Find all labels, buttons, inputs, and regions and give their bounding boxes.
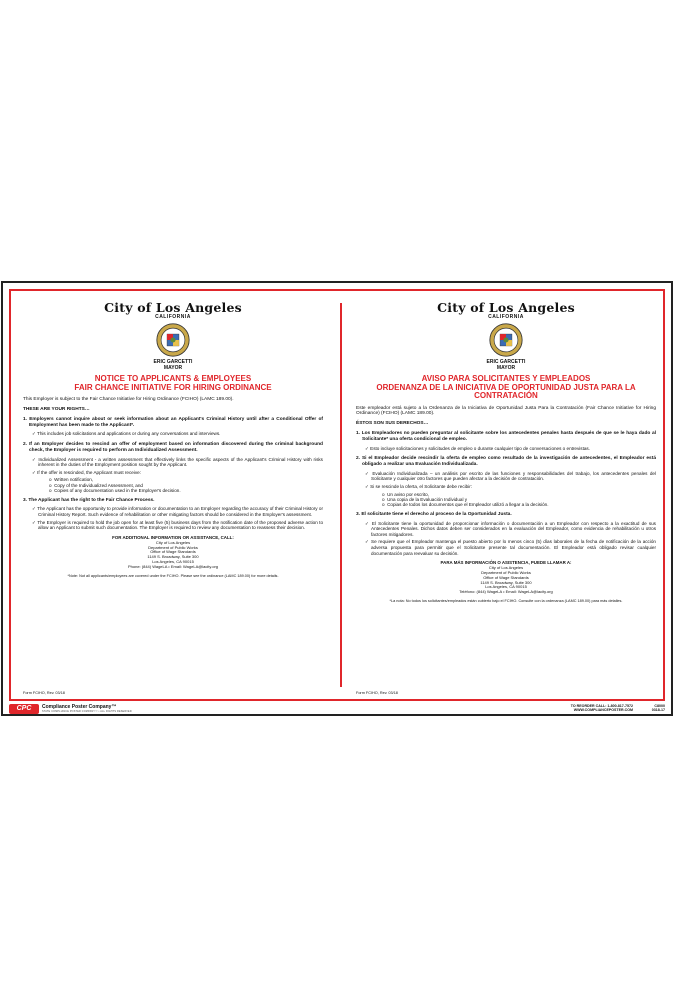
right-item-1-check: ✓ This includes job solicitations and applications or during any conversations and interviews. [32, 431, 221, 437]
state-name: CALIFORNIA [488, 314, 524, 320]
check-text: El Solicitante tiene la oportunidad de proporcionar información o documentación a un Empleador con respecto a la exactitud de sus Antecedentes Penales. Dichos datos deben ser considerados en la evaluación del Empleador, como evidencia de rehabilitación u otros factores mitigadores. [371, 520, 656, 537]
notice-title-line1: AVISO PARA SOLICITANTES Y EMPLEADOS [421, 374, 591, 383]
contact-block [23, 541, 323, 570]
notice-title-line2: FAIR CHANCE INITIATIVE FOR HIRING ORDINANCE [74, 382, 272, 392]
contact-line: Office of Wage Standards [150, 549, 196, 555]
form-number: Form FCIHO, Rev. 03/18 [23, 691, 65, 695]
check-text: The Applicant has the opportunity to provide information or documentation to an Employer regarding the accuracy of their Criminal History or Criminal History Report. Such evidence of rehabilitation or other mitigating factors should be considered in the Employer's assessment. [37, 506, 323, 517]
contact-line: Teléfono: (844) WageLA • Email: WageLA@lacity.org [459, 589, 553, 595]
notice-title-line2: ORDENANZA DE LA INICIATIVA DE OPORTUNIDAD JUSTA PARA LA CONTRATACIÓN [376, 382, 636, 400]
right-item-2: 2. Si el Empleador decide rescindir la oferta de empleo como resultado de la investigación de antecedentes, el Empleador está obligado a realizar una Evaluación Individualizada. [356, 456, 656, 468]
right-item-3: 3. The Applicant has the right to the Fair Chance Process. [23, 497, 155, 503]
notice-title-line1: NOTICE TO APPLICANTS & EMPLOYEES [94, 374, 252, 383]
right-item-1: 1. Los Empleadores no pueden preguntar al solicitante sobre los antecedentes penales hasta después de que se le haya dado al Solicitante* una oferta condicional de empleo. [356, 431, 656, 442]
poster-inner-frame [9, 289, 665, 701]
reorder-info [571, 704, 633, 713]
right-item-2-check-2: ✓ If the offer is rescinded, the Applicant must receive: [32, 469, 141, 475]
poster [1, 281, 673, 716]
right-item-3: 3. El solicitante tiene el derecho al proceso de la Oportunidad Justa. [356, 511, 512, 517]
poster-footer [3, 703, 671, 715]
english-panel [23, 301, 323, 697]
sub-item: o Copy of the Individualized Assessment, and [49, 482, 143, 488]
reorder-website: WWW.COMPLIANCEPOSTER.COM [573, 708, 633, 713]
right-item-3-check-1: ✓ El Solicitante tiene la oportunidad de proporcionar información o documentación a un Empleador con respecto a la exactitud de sus Antecedentes Penales. Dichos datos deben ser considerados en la evaluación del Empleador, como evidencia de rehabilitación u otros factores mitigadores. [365, 520, 656, 537]
sub-item-text: Copy of the Individualized Assessment, and [54, 482, 143, 488]
sub-item-text: Copies of any documentation used in the Employer's decision. [54, 488, 181, 494]
contact-title: PARA MÁS INFORMACIÓN O ASISTENCIA, PUEDE LLAMAR A: [440, 560, 572, 566]
contact-line: Los Angeles, CA 90015 [485, 584, 527, 590]
rights-heading: ÉSTOS SON SUS DERECHOS… [356, 421, 429, 427]
right-item-2: 2. If an Employer decides to rescind an offer of employment based on information discovered during the criminal background check, the Employer is required to perform an Individualized Assessment. [23, 441, 323, 453]
cpc-logo: CPC [9, 704, 39, 714]
sub-item: o Copies of any documentation used in the Employer's decision. [49, 488, 181, 494]
product-code-line1: C8000 [654, 704, 665, 708]
contact-line: 1149 S. Broadway, Suite 300 [147, 554, 199, 560]
city-name: City of Los Angeles [437, 301, 575, 315]
right-item-3-check-2: ✓ The Employer is required to hold the job open for at least five (5) business days from the notification date of the proposed adverse action to allow an Applicant to submit such documentation. The Employer is required to review any documentation to reassess their decision. [32, 519, 323, 531]
intro-text: This Employer is subject to the Fair Chance Initiative for Hiring Ordinance (FCIHO) (LAMC 189.00). [23, 397, 234, 402]
contact-block [356, 566, 656, 595]
contact-line: 1149 S. Broadway, Suite 300 [480, 579, 532, 585]
contact-line: Los Angeles, CA 90015 [152, 558, 194, 564]
brand-subtitle: STATE COMPLIANCE POSTER COMPANY™ • ALL RIGHTS RESERVED [42, 710, 132, 713]
right-item-2-check-1: ✓ Individualized Assessment - a written assessment that effectively links the specific aspects of the Applicant's Criminal History with risks inherent in the duties of the Employment position sought by the Applicant. [32, 456, 323, 468]
mayor-name: ERIC GARCETTI [486, 359, 526, 365]
check-text: If the offer is rescinded, the Applicant must receive: [37, 469, 141, 475]
coverage-note: *La nota: No todos los solicitantes/empleados están cubierto bajo el FCIHO. Consulte con la ordenanza (LAMC 189.00) para más detalles. [389, 599, 623, 604]
contact-line: City of Los Angeles [155, 539, 191, 545]
intro-text: Este empleador está sujeto a la Ordenanza de la Iniciativa de Oportunidad Justa Para la Contratación (Fair Chance Initiative for Hiring Ordinance) (FCIHO) (LAMC 189.00). [356, 405, 656, 417]
coverage-note: *Note: Not all applicants/employees are covered under the FCIHO. Please see the ordinance (LAMC 189.00) for more details. [67, 573, 279, 578]
check-text: The Employer is required to hold the job open for at least five (5) business days from the notification date of the proposed adverse action to allow an Applicant to submit such documentation. The Employer is required to review any documentation to reassess their decision. [37, 519, 323, 531]
right-item-3-check-1: ✓ The Applicant has the opportunity to provide information or documentation to an Employer regarding the accuracy of their Criminal History or Criminal History Report. Such evidence of rehabilitation or other mitigating factors should be considered in the Employer's assessment. [32, 506, 323, 517]
check-text: Evaluación Individualizada – un análisis por escrito de las funciones y responsabilidades del trabajo, los antecedentes penales del Solicitante y cualquier otro factores que pueden afectar a la decisión de contratación. [371, 470, 656, 482]
state-name: CALIFORNIA [155, 314, 191, 320]
check-text: Individualized Assessment - a written assessment that effectively links the specific aspects of the Applicant's Criminal History with risks inherent in the duties of the Employment position sought by the Applicant. [38, 456, 323, 468]
contact-line: Phone: (844) WageLA • Email: WageLA@lacity.org [127, 563, 219, 569]
form-number: Form FCIHO, Rev. 03/18 [356, 691, 398, 695]
center-divider [340, 303, 342, 687]
contact-title: FOR ADDITIONAL INFORMATION OR ASSISTANCE, CALL: [112, 534, 234, 540]
sub-item: o Una copia de la Evaluación Individual y [382, 497, 468, 503]
sub-item: o Un aviso por escrito, [382, 491, 429, 497]
right-item-3-check-2: ✓ Se requiere que el Empleador mantenga el puesto abierto por lo menos cinco (5) días laborales de la fecha de notificación de la acción adversa propuesta para permitir que el Solicitante presente tal documentación. El Empleador está obligado revisar cualquier documentación para reevaluar su decisión. [365, 539, 656, 556]
contact-line: Office of Wage Standards [483, 574, 529, 580]
sub-item-text: Una copia de la Evaluación Individual y [387, 497, 468, 503]
mayor-title: MAYOR [163, 365, 183, 371]
sub-item-text: Un aviso por escrito, [387, 491, 429, 497]
notice-title [23, 375, 323, 392]
spanish-panel [356, 301, 656, 697]
reorder-phone: TO REORDER CALL: 1-800-817-7572 [570, 704, 633, 708]
sub-item-text: Written notification, [54, 477, 94, 483]
city-seal-icon [156, 323, 190, 357]
right-item-1: 1. Employers cannot inquire about or seek information about an Applicant's Criminal History until after a Conditional Offer of Employment has been made to the Applicant*. [23, 416, 323, 428]
check-text: Se requiere que el Empleador mantenga el puesto abierto por lo menos cinco (5) días laborales de la fecha de notificación de la acción adversa propuesta para permitir que el Solicitante presente tal documentación. El Empleador está obligado revisar cualquier documentación para reevaluar su decisión. [371, 539, 656, 556]
check-text: Esto incluye solicitaciones y solicitudes de empleo o durante cualquier tipo de conversaciones o entrevistas. [370, 445, 590, 451]
check-text: Si se rescinde la oferta, el Solicitante debe recibir: [370, 484, 473, 490]
contact-line: Department of Public Works [481, 570, 531, 576]
sub-item: o Copias de todos los documentos que el Empleador utilizó a llegar a la decisión. [382, 502, 549, 508]
right-item-1-check: ✓ Esto incluye solicitaciones y solicitudes de empleo o durante cualquier tipo de conversaciones o entrevistas. [365, 445, 590, 451]
right-item-2-check-2: ✓ Si se rescinde la oferta, el Solicitante debe recibir: [365, 484, 473, 490]
product-code-line2: 0318-17 [651, 708, 665, 713]
sub-item: o Written notification, [49, 477, 94, 483]
mayor-name: ERIC GARCETTI [153, 359, 193, 365]
brand-name: Compliance Poster Company™ [42, 704, 117, 710]
sub-item-text: Copias de todos los documentos que el Empleador utilizó a llegar a la decisión. [387, 502, 549, 508]
city-seal-icon [489, 323, 523, 357]
check-text: This includes job solicitations and applications or during any conversations and interviews. [37, 431, 221, 437]
product-code [652, 704, 665, 713]
contact-line: City of Los Angeles [488, 565, 524, 571]
mayor-title: MAYOR [496, 365, 516, 371]
notice-title [356, 375, 656, 401]
city-name: City of Los Angeles [104, 301, 242, 315]
contact-line: Department of Public Works [148, 544, 198, 550]
right-item-2-check-1: ✓ Evaluación Individualizada – un análisis por escrito de las funciones y responsabilidades del trabajo, los antecedentes penales del Solicitante y cualquier otro factores que pueden afectar a la decisión de contratación. [365, 470, 656, 482]
rights-heading: THESE ARE YOUR RIGHTS… [23, 406, 90, 412]
